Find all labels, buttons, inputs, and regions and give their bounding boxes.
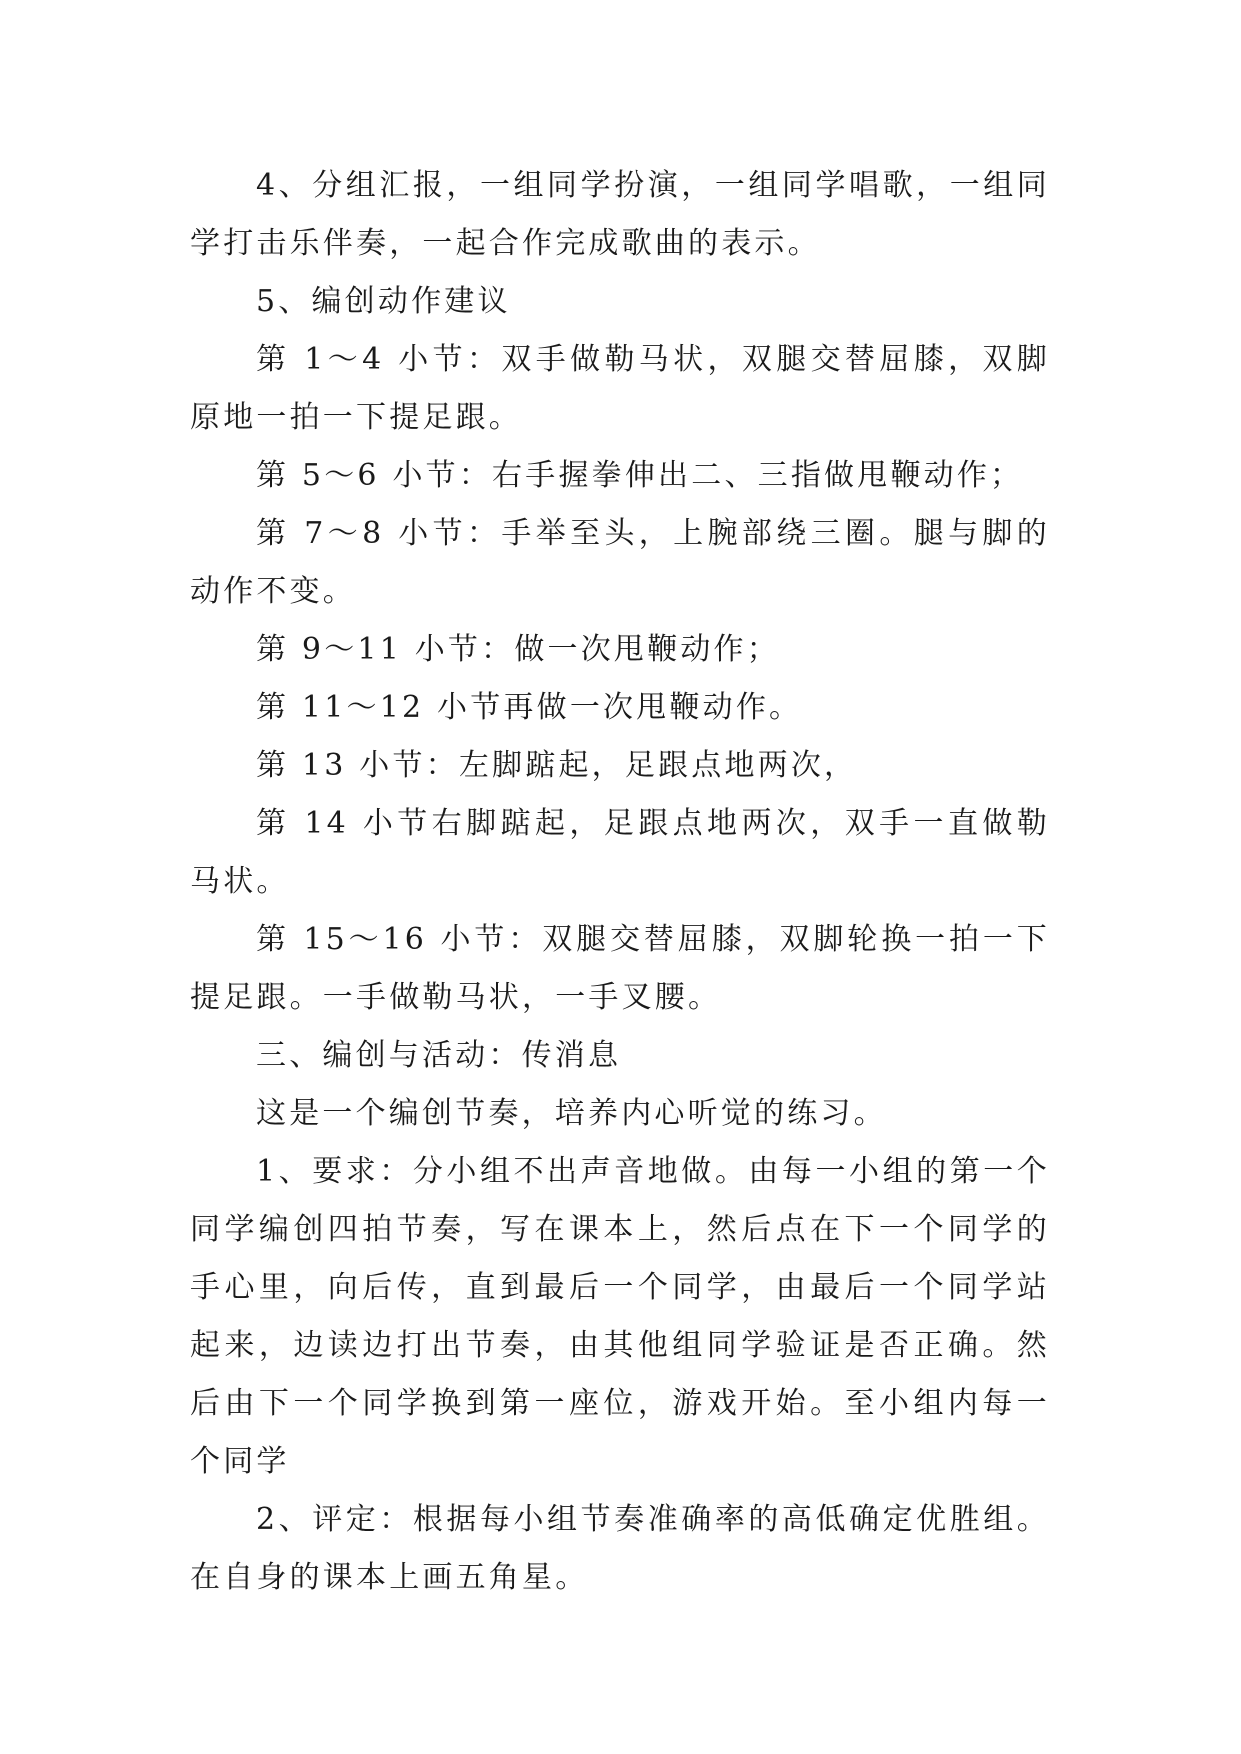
paragraph-bars-15-16: 第 15～16 小节：双腿交替屈膝，双脚轮换一拍一下提足跟。一手做勒马状，一手叉腰。 [190,922,1050,1015]
document-page [190,157,1050,1607]
paragraph-group-report: 4、分组汇报，一组同学扮演，一组同学唱歌，一组同学打击乐伴奏，一起合作完成歌曲的表示。 [190,168,1050,261]
paragraph-evaluation: 2、评定：根据每小组节奏准确率的高低确定优胜组。在自身的课本上画五角星。 [190,1502,1050,1595]
paragraph-bars-1-4: 第 1～4 小节：双手做勒马状，双腿交替屈膝，双脚原地一拍一下提足跟。 [190,342,1050,435]
paragraph-bars-9-11: 第 9～11 小节：做一次甩鞭动作； [256,632,780,667]
paragraph-bar-13: 第 13 小节：左脚踮起，足跟点地两次， [256,748,858,783]
paragraph-choreography-heading: 5、编创动作建议 [256,284,511,319]
paragraph-requirements: 1、要求：分小组不出声音地做。由每一小组的第一个同学编创四拍节奏，写在课本上，然后点在下一个同学的手心里，向后传，直到最后一个同学，由最后一个同学站起来，边读边打出节奏，由其他组同学验证是否正确。然后由下一个同学换到第一座位，游戏开始。至小组内每一个同学 [190,1154,1050,1479]
paragraph-bars-11-12: 第 11～12 小节再做一次甩鞭动作。 [256,690,803,725]
paragraph-bar-14: 第 14 小节右脚踮起，足跟点地两次，双手一直做勒马状。 [190,806,1050,899]
paragraph-exercise-intro: 这是一个编创节奏，培养内心听觉的练习。 [256,1096,887,1131]
paragraph-bars-7-8: 第 7～8 小节：手举至头，上腕部绕三圈。腿与脚的动作不变。 [190,516,1050,609]
paragraph-bars-5-6: 第 5～6 小节：右手握拳伸出二、三指做甩鞭动作； [256,458,1024,493]
paragraph-section-heading: 三、编创与活动：传消息 [256,1038,622,1073]
